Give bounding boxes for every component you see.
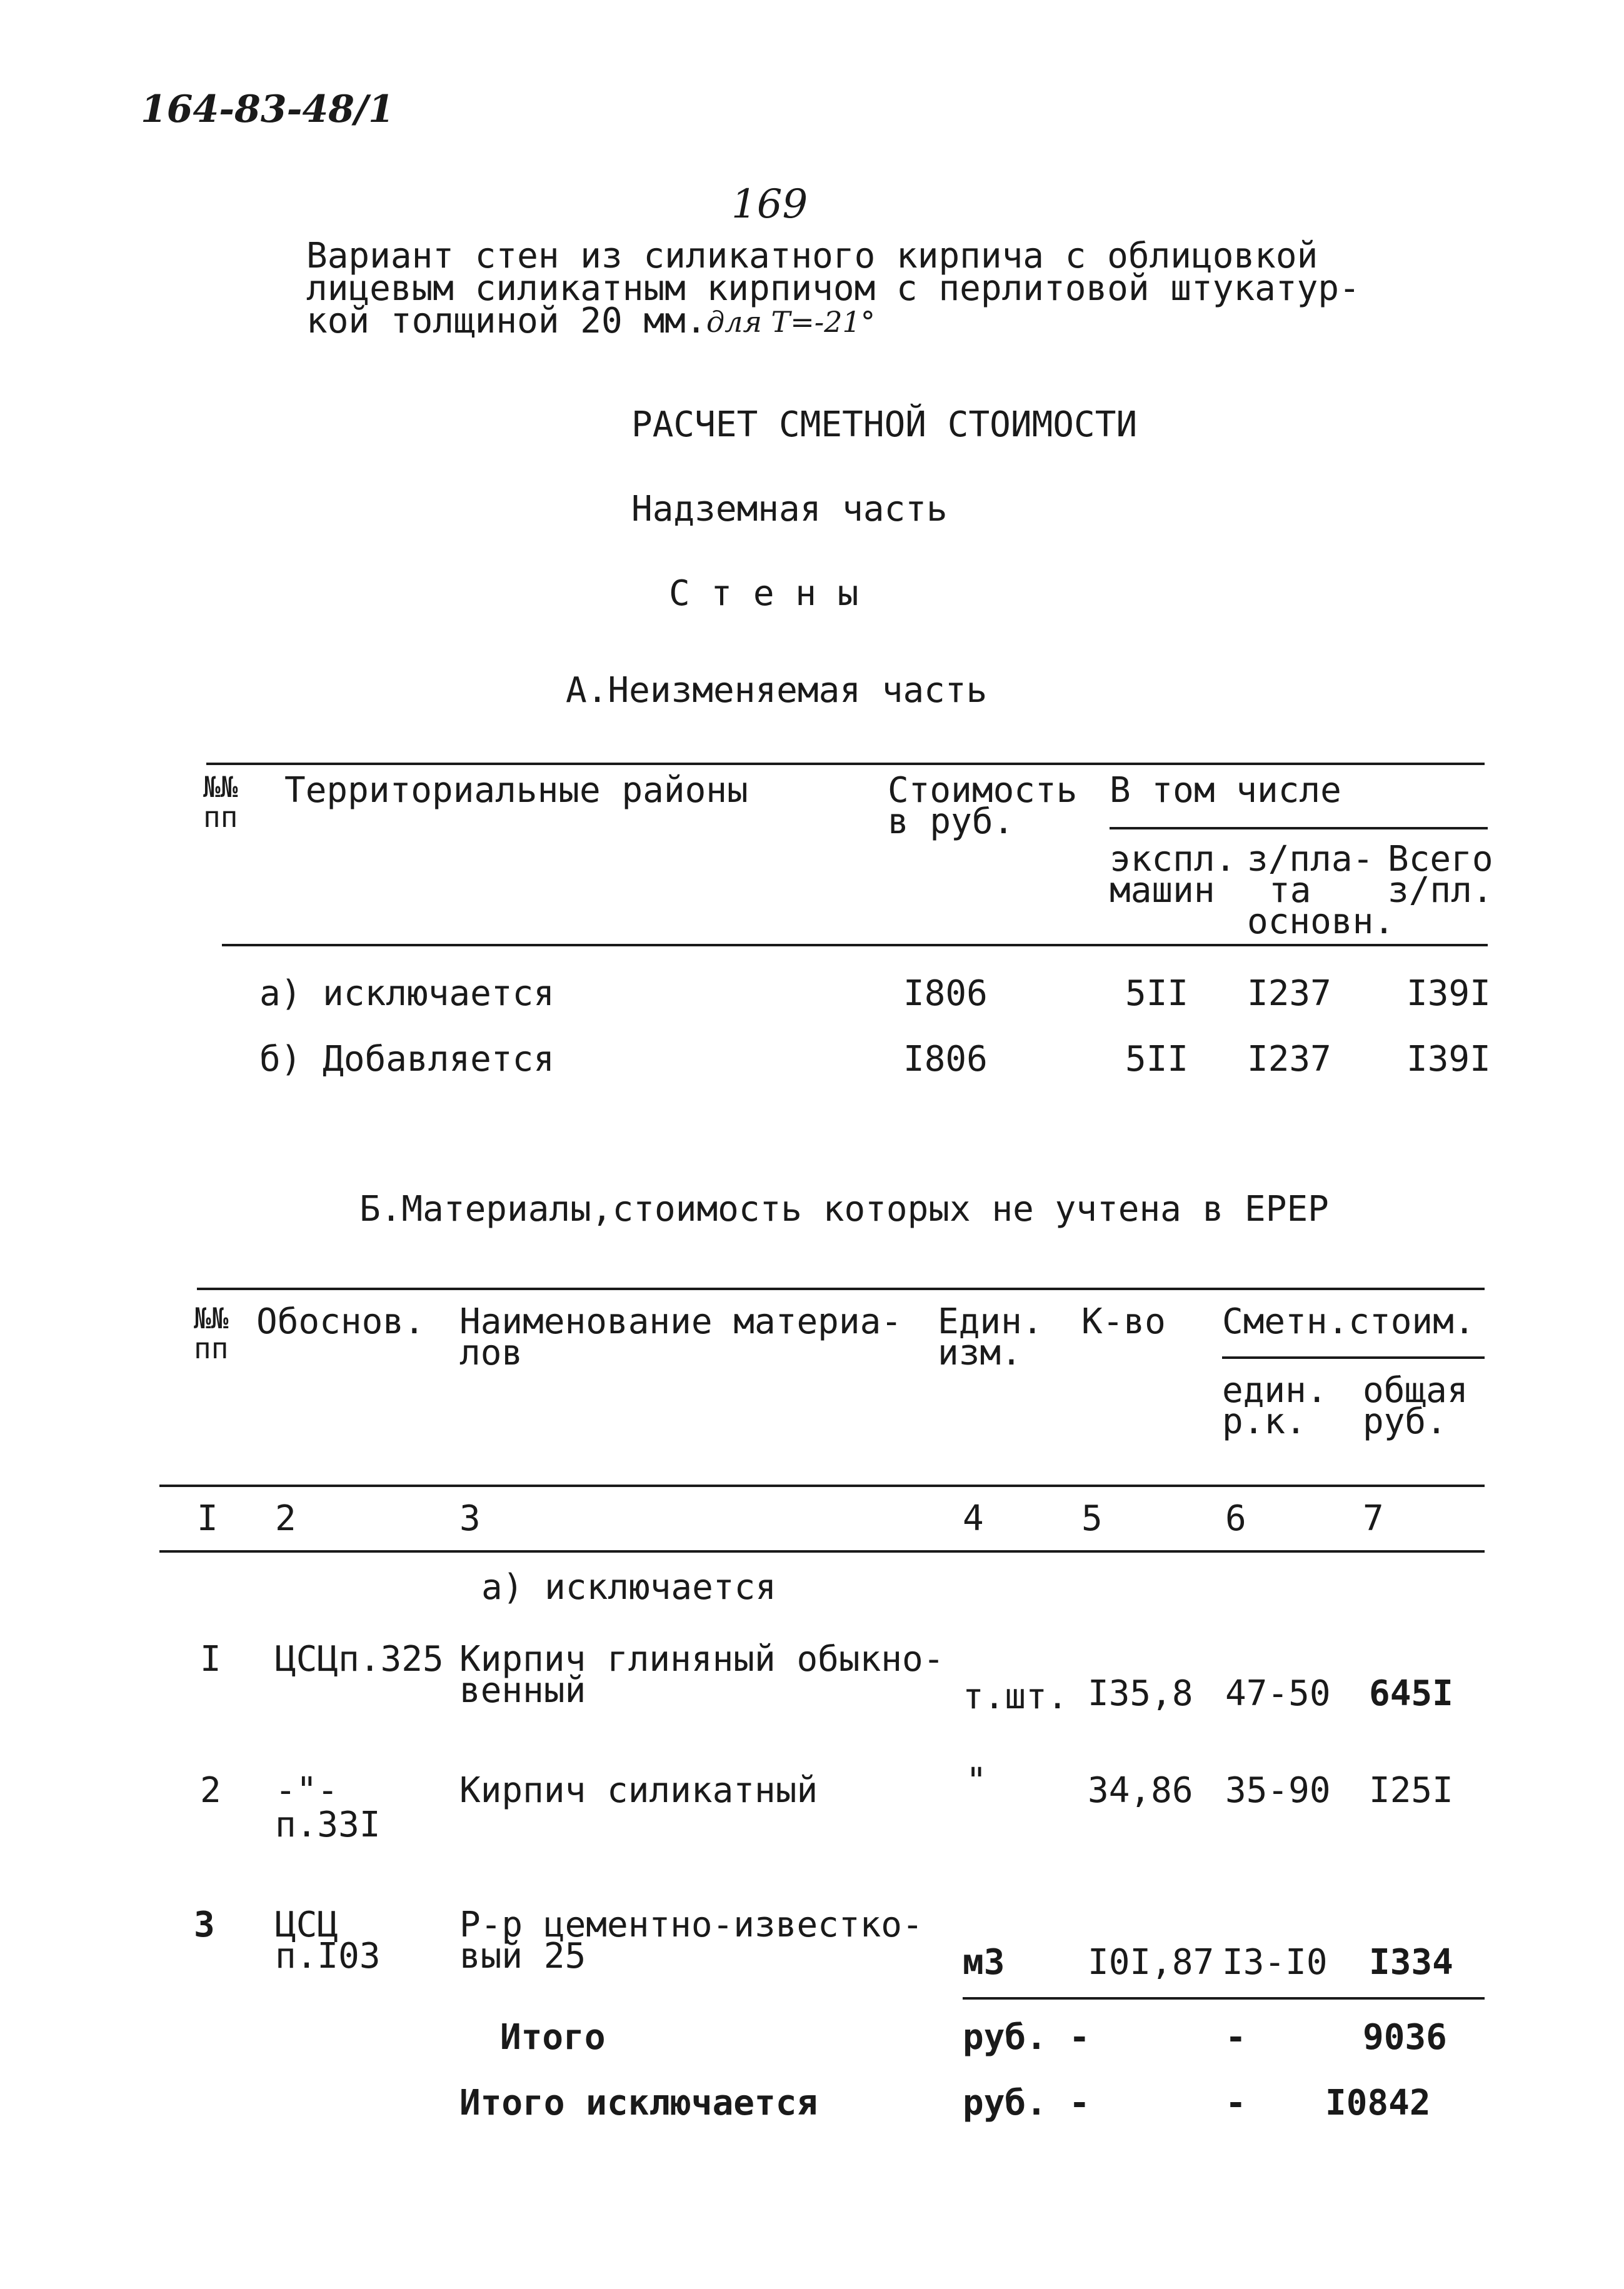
table-cell-total: I25I xyxy=(1369,1770,1453,1811)
table-cell-price: 47-50 xyxy=(1225,1673,1331,1714)
subtotal-unit: руб. xyxy=(963,2017,1047,2058)
col-unit-header-2: изм. xyxy=(938,1333,1022,1373)
col-number: 2 xyxy=(275,1498,296,1539)
table-cell-basis: -"- xyxy=(275,1770,339,1811)
table-a-sub-rule xyxy=(1110,827,1488,829)
table-cell-total-wage: I39I xyxy=(1406,973,1491,1014)
table-b-top-rule xyxy=(197,1288,1485,1290)
table-cell-price: I3-I0 xyxy=(1222,1942,1328,1983)
col-total-wage-header-1: Всего xyxy=(1388,839,1493,879)
col-num-header-1: №№ xyxy=(203,770,238,804)
table-cell-machines: 5II xyxy=(1125,973,1189,1014)
col-region-header: Территориальные районы xyxy=(284,770,748,811)
table-cell-total-wage: I39I xyxy=(1406,1039,1491,1079)
table-b-colnum-rule xyxy=(159,1550,1485,1553)
subtotal-dash: - xyxy=(1225,2017,1246,2058)
table-cell-unit: м3 xyxy=(963,1942,1005,1983)
table-cell-qty: I35,8 xyxy=(1088,1673,1193,1714)
total-excluded-unit: руб. xyxy=(963,2083,1047,2123)
col-estimate-header: Сметн.стоим. xyxy=(1222,1301,1475,1342)
col-total-header-2: руб. xyxy=(1363,1401,1447,1442)
col-number: 6 xyxy=(1225,1498,1246,1539)
col-cost-header-2: в руб. xyxy=(888,801,1015,842)
table-row-num: 2 xyxy=(200,1770,221,1811)
title-handwritten-note: для T=-21° xyxy=(706,305,875,339)
page-number: 169 xyxy=(731,181,808,228)
col-cost-header-1: Стоимость xyxy=(888,770,1078,811)
table-cell-unit: т.шт. xyxy=(963,1676,1068,1717)
table-cell-basis: ЦСЦп.325 xyxy=(275,1639,444,1680)
table-cell-total: I334 xyxy=(1369,1942,1453,1983)
table-cell-name: Р-р цементно-известко- xyxy=(459,1905,923,1945)
total-excluded-dash: - xyxy=(1225,2083,1246,2123)
table-cell-base-wage: I237 xyxy=(1247,973,1331,1014)
main-heading: РАСЧЕТ СМЕТНОЙ СТОИМОСТИ xyxy=(631,404,1138,445)
table-cell-basis: п.I03 xyxy=(275,1936,381,1976)
col-num-header-2: пп xyxy=(203,800,238,834)
title-line-3: кой толщиной 20 мм. xyxy=(306,301,707,341)
subtotal-value: 9036 xyxy=(1363,2017,1447,2058)
col-number: I xyxy=(197,1498,218,1539)
total-excluded-label: Итого исключается xyxy=(459,2083,818,2123)
table-b-header-rule xyxy=(159,1485,1485,1487)
col-total-wage-header-2: з/пл. xyxy=(1388,870,1493,911)
table-cell-machines: 5II xyxy=(1125,1039,1189,1079)
table-row-num: I xyxy=(200,1639,221,1680)
col-incl-header: В том числе xyxy=(1110,770,1341,811)
col-base-wage-header-2: та xyxy=(1269,870,1311,911)
col-name-header-2: лов xyxy=(459,1333,523,1373)
table-cell-name: венный xyxy=(459,1670,586,1711)
table-cell-cost: I806 xyxy=(903,1039,988,1079)
title-line-1: Вариант стен из силикатного кирпича с облицовкой xyxy=(306,236,1318,276)
total-excluded-dash: - xyxy=(1069,2083,1090,2123)
col-num-header-1: №№ xyxy=(194,1301,229,1335)
col-num-header-2: пп xyxy=(194,1331,229,1365)
table-row-label: а) исключается xyxy=(259,973,555,1014)
col-machines-header-2: машин xyxy=(1110,870,1215,911)
table-cell-name: Кирпич силикатный xyxy=(459,1770,818,1811)
table-row-label: б) Добавляется xyxy=(259,1039,555,1079)
subtotal-label: Итого xyxy=(500,2017,606,2058)
col-unit-price-header-2: р.к. xyxy=(1222,1401,1306,1442)
subtotal-dash: - xyxy=(1069,2017,1090,2058)
subheading: Надземная часть xyxy=(631,489,948,529)
part-a-title: А.Неизменяемая часть xyxy=(566,670,988,711)
col-machines-header-1: экспл. xyxy=(1110,839,1236,879)
table-a-header-rule xyxy=(222,944,1488,946)
table-cell-name: Кирпич глиняный обыкно- xyxy=(459,1639,945,1680)
total-excluded-value: I0842 xyxy=(1325,2083,1431,2123)
col-number: 7 xyxy=(1363,1498,1384,1539)
table-b-sub-rule xyxy=(1222,1356,1485,1359)
title-line-2: лицевым силикатным кирпичом с перлитовой штукатур- xyxy=(306,268,1360,309)
part-b-title: Б.Материалы,стоимость которых не учтена в ЕРЕР xyxy=(359,1189,1329,1230)
col-base-wage-header-1: з/пла- xyxy=(1247,839,1374,879)
col-name-header-1: Наименование материа- xyxy=(459,1301,903,1342)
col-total-header-1: общая xyxy=(1363,1370,1468,1411)
table-cell-base-wage: I237 xyxy=(1247,1039,1331,1079)
table-cell-name: вый 25 xyxy=(459,1936,586,1976)
table-cell-basis: ЦСЦ xyxy=(275,1905,339,1945)
col-number: 3 xyxy=(459,1498,481,1539)
table-cell-qty: I0I,87 xyxy=(1088,1942,1215,1983)
col-number: 4 xyxy=(963,1498,984,1539)
table-cell-basis: п.33I xyxy=(275,1805,381,1845)
col-base-wage-header-3: основн. xyxy=(1247,901,1395,942)
table-cell-cost: I806 xyxy=(903,973,988,1014)
col-number: 5 xyxy=(1081,1498,1103,1539)
table-cell-qty: 34,86 xyxy=(1088,1770,1193,1811)
col-unit-header-1: Един. xyxy=(938,1301,1043,1342)
col-basis-header: Обоснов. xyxy=(256,1301,425,1342)
table-cell-price: 35-90 xyxy=(1225,1770,1331,1811)
table-b-total-rule xyxy=(963,1997,1485,2000)
col-qty-header: К-во xyxy=(1081,1301,1166,1342)
table-cell-unit: " xyxy=(966,1761,987,1801)
col-unit-price-header-1: един. xyxy=(1222,1370,1328,1411)
section-title: С т е н ы xyxy=(669,573,859,614)
table-cell-total: 645I xyxy=(1369,1673,1453,1714)
group-label: а) исключается xyxy=(481,1567,777,1608)
table-a-top-rule xyxy=(206,763,1485,765)
table-row-num: 3 xyxy=(194,1905,215,1945)
document-code: 164-83-48/1 xyxy=(141,88,394,131)
